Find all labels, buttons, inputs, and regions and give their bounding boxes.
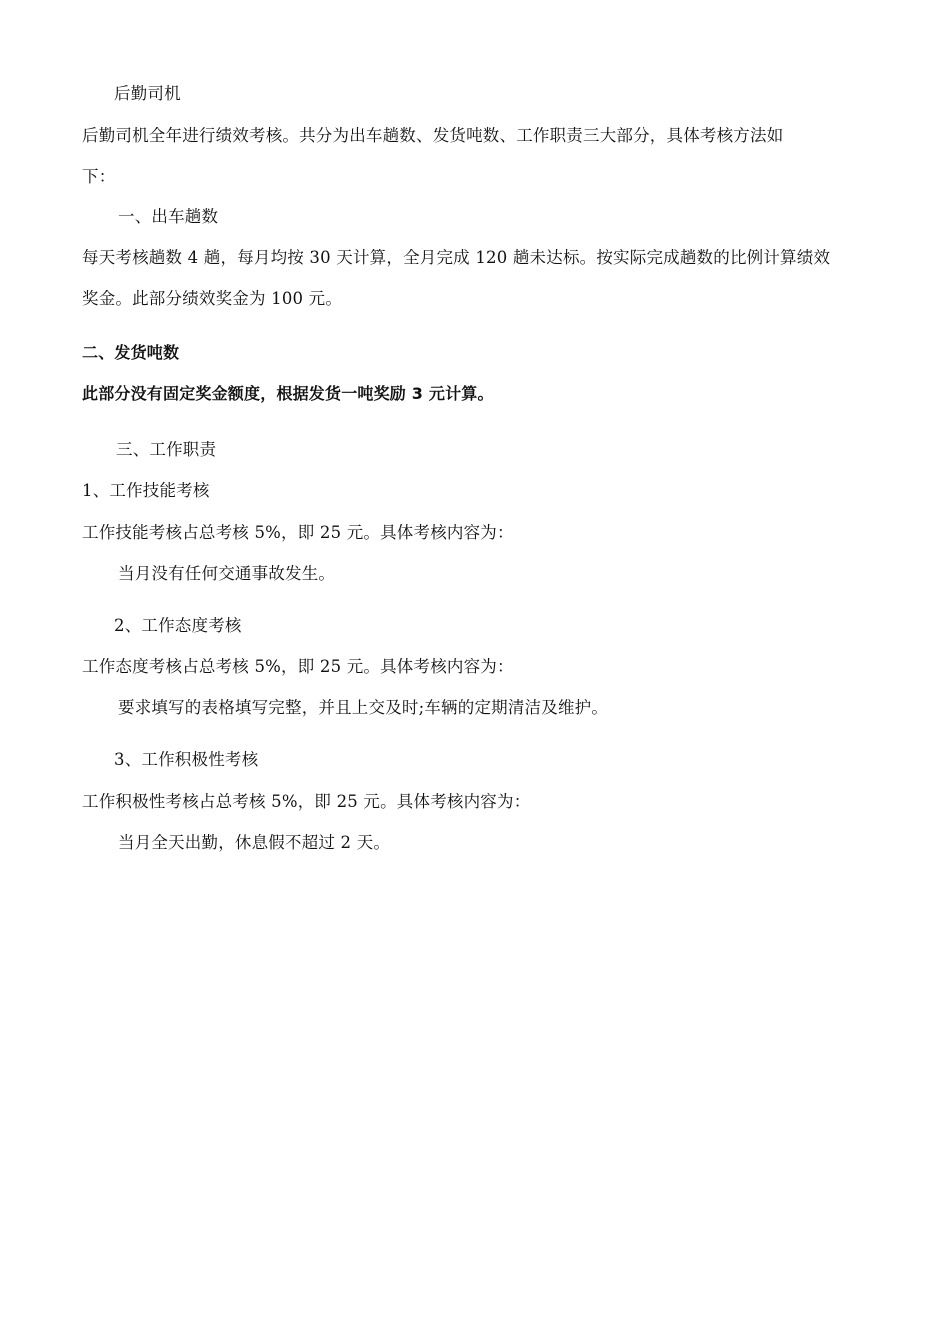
item-2-content: 要求填写的表格填写完整，并且上交及时;车辆的定期清洁及维护。 <box>118 698 609 717</box>
section-1-body-line-1: 每天考核趟数 4 趟，每月均按 30 天计算，全月完成 120 趟未达标。按实际完成趟数的比例计算绩效 <box>82 248 831 267</box>
item-3-content: 当月全天出勤，休息假不超过 2 天。 <box>118 833 391 852</box>
item-2-description: 工作态度考核占总考核 5%，即 25 元。具体考核内容为： <box>82 657 514 676</box>
item-3-description: 工作积极性考核占总考核 5%，即 25 元。具体考核内容为： <box>82 792 531 811</box>
section-2-body: 此部分没有固定奖金额度，根据发货一吨奖励 3 元计算。 <box>82 384 494 403</box>
document-title: 后勤司机 <box>114 84 181 103</box>
section-3-heading: 三、工作职责 <box>116 440 217 459</box>
item-1-heading: 1、工作技能考核 <box>82 481 210 500</box>
item-1-content: 当月没有任何交通事故发生。 <box>118 564 336 583</box>
section-1-heading: 一、出车趟数 <box>118 207 219 226</box>
section-1-body-line-2: 奖金。此部分绩效奖金为 100 元。 <box>82 289 343 308</box>
section-2-heading: 二、发货吨数 <box>82 343 180 362</box>
intro-text-line-2: 下： <box>82 167 116 186</box>
item-2-heading: 2、工作态度考核 <box>114 616 242 635</box>
item-3-heading: 3、工作积极性考核 <box>114 750 259 769</box>
item-1-description: 工作技能考核占总考核 5%，即 25 元。具体考核内容为： <box>82 523 514 542</box>
intro-text-line-1: 后勤司机全年进行绩效考核。共分为出车趟数、发货吨数、工作职责三大部分，具体考核方法如 <box>82 126 784 145</box>
